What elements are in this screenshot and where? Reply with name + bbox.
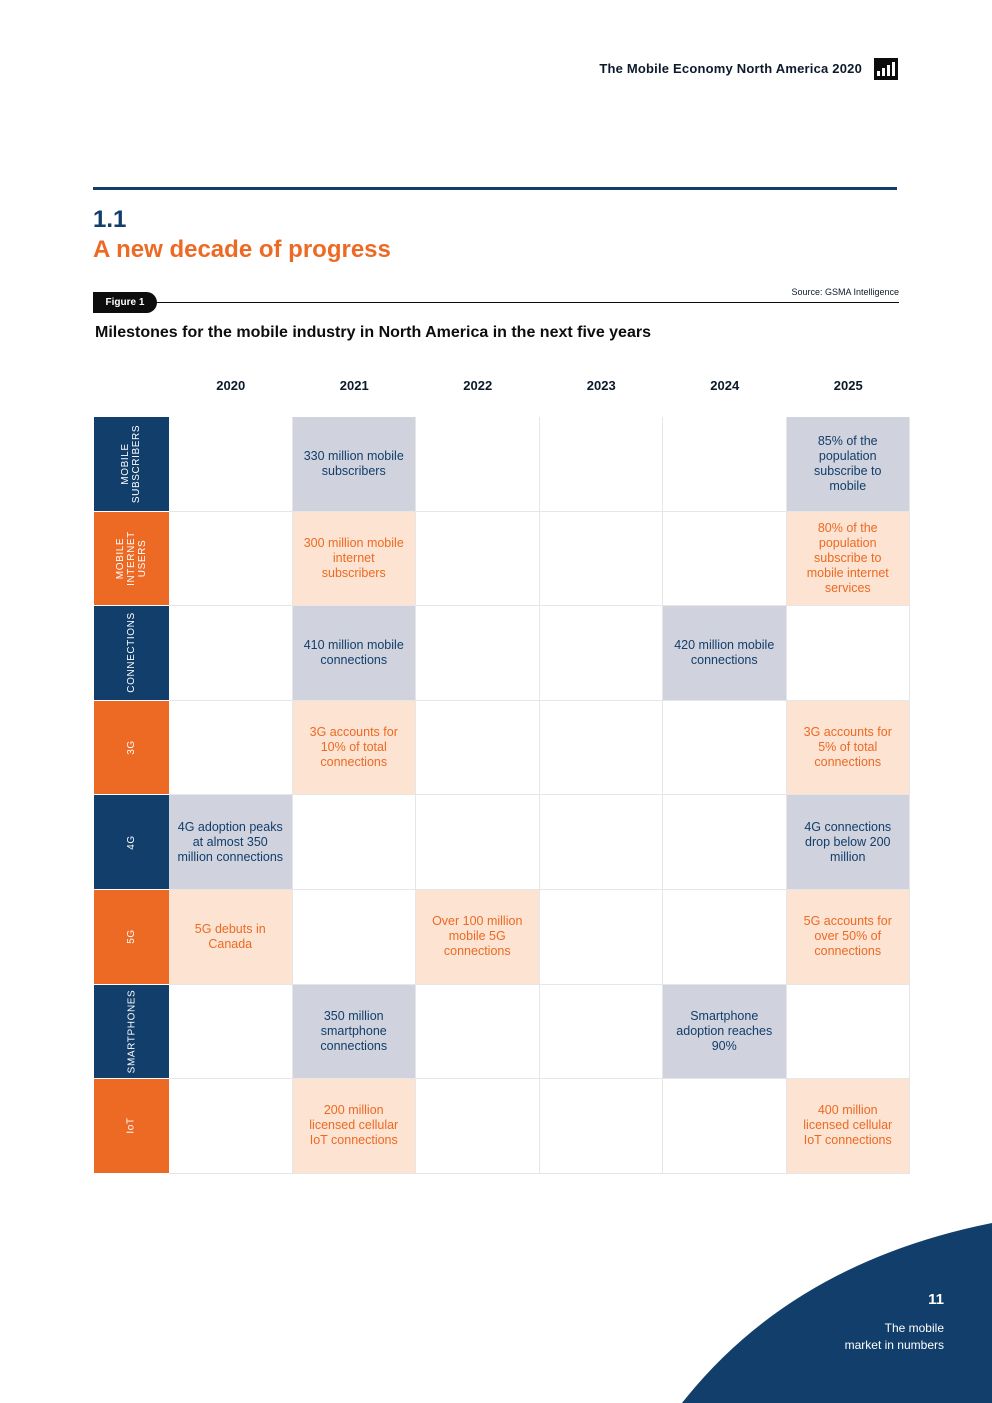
year-label: 2025 — [833, 378, 863, 393]
milestone-cell — [416, 417, 540, 512]
row-category-text: MOBILE INTERNET USERS — [115, 530, 148, 586]
milestone-cell — [293, 795, 417, 890]
year-header-row — [169, 378, 910, 396]
milestone-cell — [416, 985, 540, 1080]
milestone-cell — [540, 985, 664, 1080]
milestone-cell — [540, 1079, 664, 1174]
milestone-cell: 400 million licensed cellular IoT connections — [787, 1079, 911, 1174]
milestone-cell — [663, 417, 787, 512]
milestone-row — [94, 606, 910, 701]
row-category-text: CONNECTIONS — [126, 612, 137, 694]
page-number: 11 — [928, 1291, 944, 1308]
milestone-cell: 300 million mobile internet subscribers — [293, 512, 417, 607]
milestone-cell — [169, 1079, 293, 1174]
row-category-text: 3G — [125, 740, 137, 755]
milestone-cell — [540, 417, 664, 512]
milestone-cell: 5G debuts in Canada — [169, 890, 293, 985]
milestone-row — [94, 417, 910, 512]
milestone-cell: 85% of the population subscribe to mobile — [787, 417, 911, 512]
year-label: 2020 — [216, 378, 246, 393]
milestone-cell — [416, 512, 540, 607]
milestone-cell — [416, 795, 540, 890]
row-category-label — [94, 417, 169, 512]
milestone-cell — [540, 512, 664, 607]
row-category-text: 4G — [125, 834, 137, 850]
row-category-label — [94, 512, 169, 607]
milestone-cell — [540, 795, 664, 890]
milestone-cell: Over 100 million mobile 5G connections — [416, 890, 540, 985]
milestone-row — [94, 795, 910, 890]
milestone-cell: 3G accounts for 5% of total connections — [787, 701, 911, 796]
figure-source: Source: GSMA Intelligence — [791, 287, 899, 297]
milestone-cell — [540, 606, 664, 701]
row-category-label — [94, 701, 169, 796]
milestone-cell — [169, 985, 293, 1080]
year-label: 2021 — [339, 378, 369, 393]
milestone-cell: Smartphone adoption reaches 90% — [663, 985, 787, 1080]
milestone-row — [94, 1079, 910, 1174]
figure-rule — [150, 302, 899, 303]
corner-decoration — [672, 1223, 992, 1403]
row-category-label — [94, 890, 169, 985]
year-label: 2022 — [463, 378, 493, 393]
row-category-label — [94, 606, 169, 701]
milestone-cell: 4G adoption peaks at almost 350 million connections — [169, 795, 293, 890]
figure-caption: Milestones for the mobile industry in North America in the next five years — [95, 324, 651, 341]
milestone-grid — [94, 417, 910, 1174]
milestone-cell — [169, 701, 293, 796]
milestone-cell — [169, 417, 293, 512]
document-title: The Mobile Economy North America 2020 — [599, 61, 862, 76]
row-category-text: IoT — [126, 1117, 137, 1135]
milestone-cell — [663, 701, 787, 796]
milestone-cell — [663, 795, 787, 890]
year-label: 2024 — [710, 378, 740, 393]
milestone-cell — [787, 985, 911, 1080]
milestone-cell — [416, 701, 540, 796]
milestone-cell: 350 million smartphone connections — [293, 985, 417, 1080]
milestone-cell: 4G connections drop below 200 million — [787, 795, 911, 890]
milestone-row — [94, 985, 910, 1080]
row-category-text: 5G — [125, 929, 137, 945]
milestone-cell: 5G accounts for over 50% of connections — [787, 890, 911, 985]
milestone-cell — [416, 606, 540, 701]
milestone-row — [94, 512, 910, 607]
row-category-text: SMARTPHONES — [126, 989, 137, 1074]
gsma-logo-icon — [874, 58, 898, 80]
year-label: 2023 — [586, 378, 616, 393]
milestone-cell — [540, 890, 664, 985]
milestone-row — [94, 890, 910, 985]
milestone-cell — [293, 890, 417, 985]
section-title: A new decade of progress — [93, 236, 391, 263]
section-divider — [93, 187, 897, 190]
row-category-label — [94, 795, 169, 890]
milestone-cell — [787, 606, 911, 701]
row-category-label — [94, 985, 169, 1080]
milestone-cell — [663, 1079, 787, 1174]
figure-badge: Figure 1 — [93, 292, 157, 313]
row-category-label — [94, 1079, 169, 1174]
milestone-cell — [416, 1079, 540, 1174]
milestone-cell: 80% of the population subscribe to mobile internet services — [787, 512, 911, 607]
milestone-cell: 420 million mobile connections — [663, 606, 787, 701]
milestone-row — [94, 701, 910, 796]
milestone-cell — [540, 701, 664, 796]
row-category-text: MOBILE SUBSCRIBERS — [120, 424, 143, 503]
milestone-cell — [169, 512, 293, 607]
milestone-cell — [663, 890, 787, 985]
milestone-cell — [169, 606, 293, 701]
milestone-cell: 3G accounts for 10% of total connections — [293, 701, 417, 796]
milestone-cell: 330 million mobile subscribers — [293, 417, 417, 512]
milestone-cell: 200 million licensed cellular IoT connections — [293, 1079, 417, 1174]
page-section-name: The mobile market in numbers — [844, 1321, 944, 1352]
milestone-cell — [663, 512, 787, 607]
section-number: 1.1 — [93, 206, 127, 233]
milestone-cell: 410 million mobile connections — [293, 606, 417, 701]
